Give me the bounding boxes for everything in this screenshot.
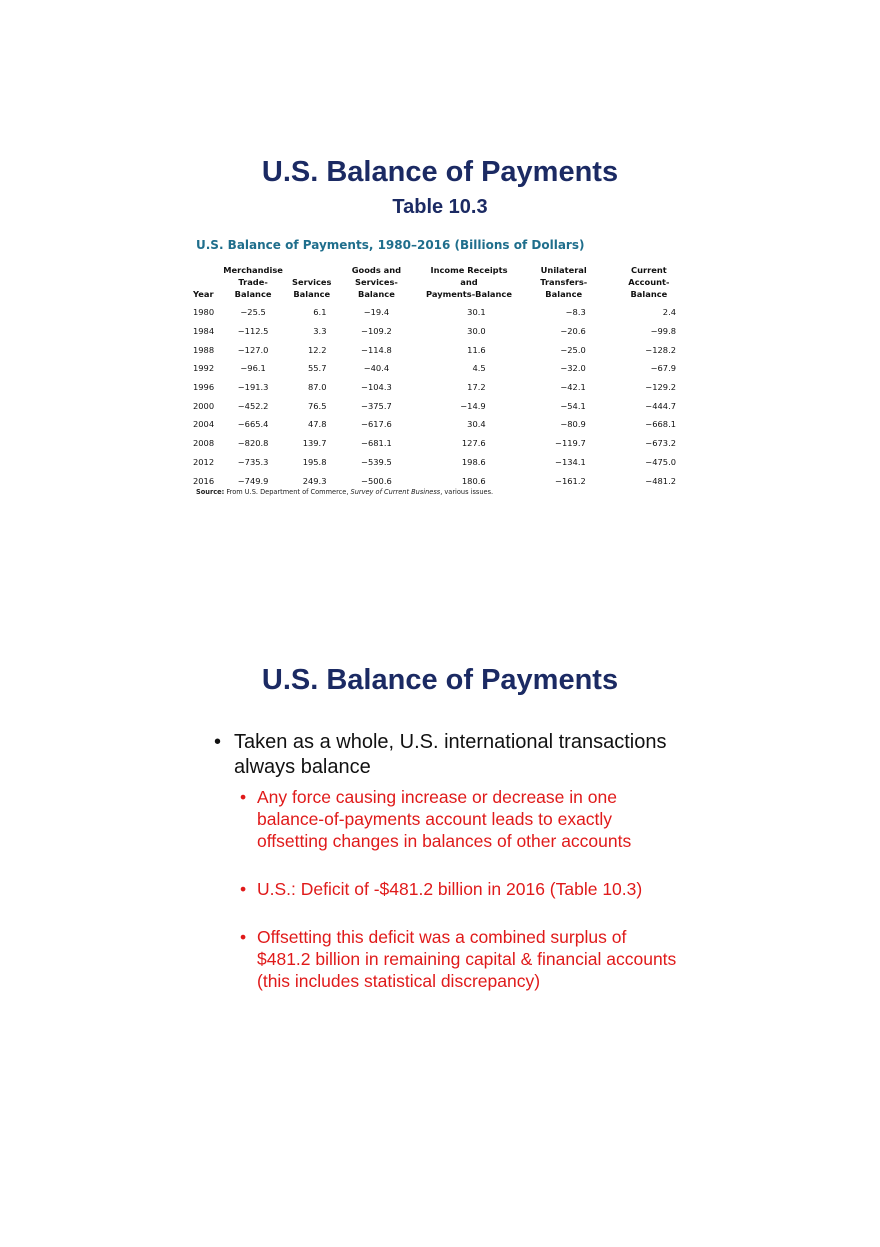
cell-services: 6.1 bbox=[313, 307, 327, 318]
cell-unilateral-transfers: −54.1 bbox=[560, 400, 586, 411]
bullet-dot-icon: • bbox=[240, 927, 247, 947]
cell-income: 30.4 bbox=[467, 419, 486, 430]
bullet-dot-icon: • bbox=[240, 879, 247, 899]
balance-of-payments-table bbox=[190, 264, 690, 490]
cell-year: 1992 bbox=[193, 363, 215, 374]
cell-current-account: 2.4 bbox=[662, 307, 676, 318]
table-row bbox=[190, 359, 690, 378]
cell-merchandise-trade: −96.1 bbox=[240, 363, 266, 374]
table-row bbox=[190, 340, 690, 359]
cell-merchandise-trade: −820.8 bbox=[237, 438, 269, 449]
source-publication: Survey of Current Business bbox=[350, 488, 441, 496]
cell-current-account: −668.1 bbox=[645, 419, 676, 430]
header-merchandise-trade: Merchandise Trade-Balance bbox=[223, 265, 283, 299]
cell-year: 1980 bbox=[193, 307, 215, 318]
table-body bbox=[190, 303, 690, 490]
cell-services: 76.5 bbox=[308, 400, 327, 411]
table-row bbox=[190, 415, 690, 434]
cell-income: 11.6 bbox=[467, 344, 486, 355]
cell-year: 2004 bbox=[193, 419, 215, 430]
table-caption: U.S. Balance of Payments, 1980–2016 (Billions of Dollars) bbox=[196, 238, 585, 252]
table-row bbox=[190, 396, 690, 415]
table-row bbox=[190, 434, 690, 453]
cell-current-account: −129.2 bbox=[645, 382, 676, 393]
sub-bullet: • Any force causing increase or decrease in one balance-of-payments account leads to exactly offsetting changes in balances of other accounts bbox=[240, 787, 632, 851]
cell-income: 180.6 bbox=[461, 475, 486, 486]
cell-goods-services: −617.6 bbox=[361, 419, 392, 430]
cell-year: 1996 bbox=[193, 382, 215, 393]
bullet-dot-icon: • bbox=[214, 731, 222, 753]
cell-merchandise-trade: −127.0 bbox=[237, 344, 269, 355]
cell-unilateral-transfers: −42.1 bbox=[560, 382, 586, 393]
cell-income: 30.1 bbox=[467, 307, 486, 318]
cell-year: 1984 bbox=[193, 326, 215, 337]
cell-income: 198.6 bbox=[461, 456, 486, 467]
cell-unilateral-transfers: −80.9 bbox=[560, 419, 586, 430]
cell-unilateral-transfers: −134.1 bbox=[555, 456, 586, 467]
cell-unilateral-transfers: −119.7 bbox=[555, 438, 586, 449]
cell-year: 2000 bbox=[193, 400, 215, 411]
cell-goods-services: −114.8 bbox=[361, 344, 392, 355]
header-services: Services Balance bbox=[292, 277, 332, 299]
cell-income: 30.0 bbox=[467, 326, 486, 337]
table-row bbox=[190, 303, 690, 322]
sub-bullet: • Offsetting this deficit was a combined surplus of $481.2 billion in remaining capital & financial accounts (this includes statistical discrepancy) bbox=[240, 927, 677, 991]
sub-bullet: • U.S.: Deficit of -$481.2 billion in 2016 (Table 10.3) bbox=[240, 879, 643, 899]
cell-services: 249.3 bbox=[302, 475, 327, 486]
cell-year: 1988 bbox=[193, 344, 215, 355]
table-header-row bbox=[190, 264, 690, 303]
cell-unilateral-transfers: −25.0 bbox=[560, 344, 586, 355]
main-bullet bbox=[214, 730, 684, 780]
cell-unilateral-transfers: −20.6 bbox=[560, 326, 586, 337]
header-goods-services: Goods and Services-Balance bbox=[351, 265, 402, 299]
cell-current-account: −481.2 bbox=[645, 475, 676, 486]
slide2-title: U.S. Balance of Payments bbox=[261, 664, 619, 696]
cell-services: 47.8 bbox=[308, 419, 327, 430]
bullet-dot-icon: • bbox=[240, 787, 247, 807]
cell-goods-services: −375.7 bbox=[361, 400, 392, 411]
cell-goods-services: −539.5 bbox=[361, 456, 392, 467]
cell-current-account: −475.0 bbox=[645, 456, 676, 467]
header-income: Income Receipts and Payments-Balance bbox=[426, 265, 512, 299]
cell-income: 127.6 bbox=[461, 438, 486, 449]
cell-merchandise-trade: −735.3 bbox=[237, 456, 269, 467]
sub-bullet-list bbox=[214, 786, 684, 992]
cell-current-account: −128.2 bbox=[645, 344, 676, 355]
cell-year: 2012 bbox=[193, 456, 215, 467]
header-unilateral-transfers: Unilateral Transfers-Balance bbox=[540, 265, 588, 299]
cell-current-account: −673.2 bbox=[645, 438, 676, 449]
cell-goods-services: −109.2 bbox=[361, 326, 392, 337]
cell-unilateral-transfers: −32.0 bbox=[560, 363, 586, 374]
cell-merchandise-trade: −25.5 bbox=[240, 307, 266, 318]
cell-unilateral-transfers: −8.3 bbox=[565, 307, 586, 318]
cell-services: 195.8 bbox=[302, 456, 327, 467]
cell-goods-services: −681.1 bbox=[361, 438, 392, 449]
cell-current-account: −99.8 bbox=[650, 326, 676, 337]
cell-income: 4.5 bbox=[472, 363, 486, 374]
cell-income: −14.9 bbox=[460, 400, 486, 411]
cell-year: 2016 bbox=[193, 475, 215, 486]
table-row bbox=[190, 322, 690, 341]
cell-goods-services: −40.4 bbox=[363, 363, 390, 374]
source-note: Source: From U.S. Department of Commerce, Survey of Current Business, various issues. bbox=[196, 488, 494, 496]
cell-merchandise-trade: −191.3 bbox=[237, 382, 269, 393]
cell-merchandise-trade: −749.9 bbox=[237, 475, 269, 486]
cell-current-account: −67.9 bbox=[650, 363, 676, 374]
table-row bbox=[190, 453, 690, 472]
slide1-title: U.S. Balance of Payments bbox=[261, 156, 619, 188]
cell-goods-services: −500.6 bbox=[361, 475, 392, 486]
cell-year: 2008 bbox=[193, 438, 215, 449]
cell-services: 87.0 bbox=[308, 382, 327, 393]
bullet-list bbox=[214, 730, 684, 1018]
header-year: Year bbox=[193, 289, 214, 299]
cell-merchandise-trade: −112.5 bbox=[237, 326, 269, 337]
table-row bbox=[190, 378, 690, 397]
slide1-subtitle: Table 10.3 bbox=[392, 196, 488, 218]
header-current-account: Current Account-Balance bbox=[628, 265, 670, 299]
cell-goods-services: −104.3 bbox=[361, 382, 392, 393]
cell-income: 17.2 bbox=[467, 382, 486, 393]
cell-merchandise-trade: −665.4 bbox=[237, 419, 269, 430]
source-label: Source: bbox=[196, 488, 225, 496]
cell-current-account: −444.7 bbox=[645, 400, 676, 411]
cell-services: 3.3 bbox=[313, 326, 327, 337]
cell-unilateral-transfers: −161.2 bbox=[555, 475, 586, 486]
cell-services: 12.2 bbox=[308, 344, 327, 355]
cell-goods-services: −19.4 bbox=[363, 307, 390, 318]
main-bullet-text: Taken as a whole, U.S. international transactions always balance bbox=[234, 731, 667, 778]
cell-services: 139.7 bbox=[302, 438, 327, 449]
cell-merchandise-trade: −452.2 bbox=[237, 400, 269, 411]
cell-services: 55.7 bbox=[308, 363, 327, 374]
